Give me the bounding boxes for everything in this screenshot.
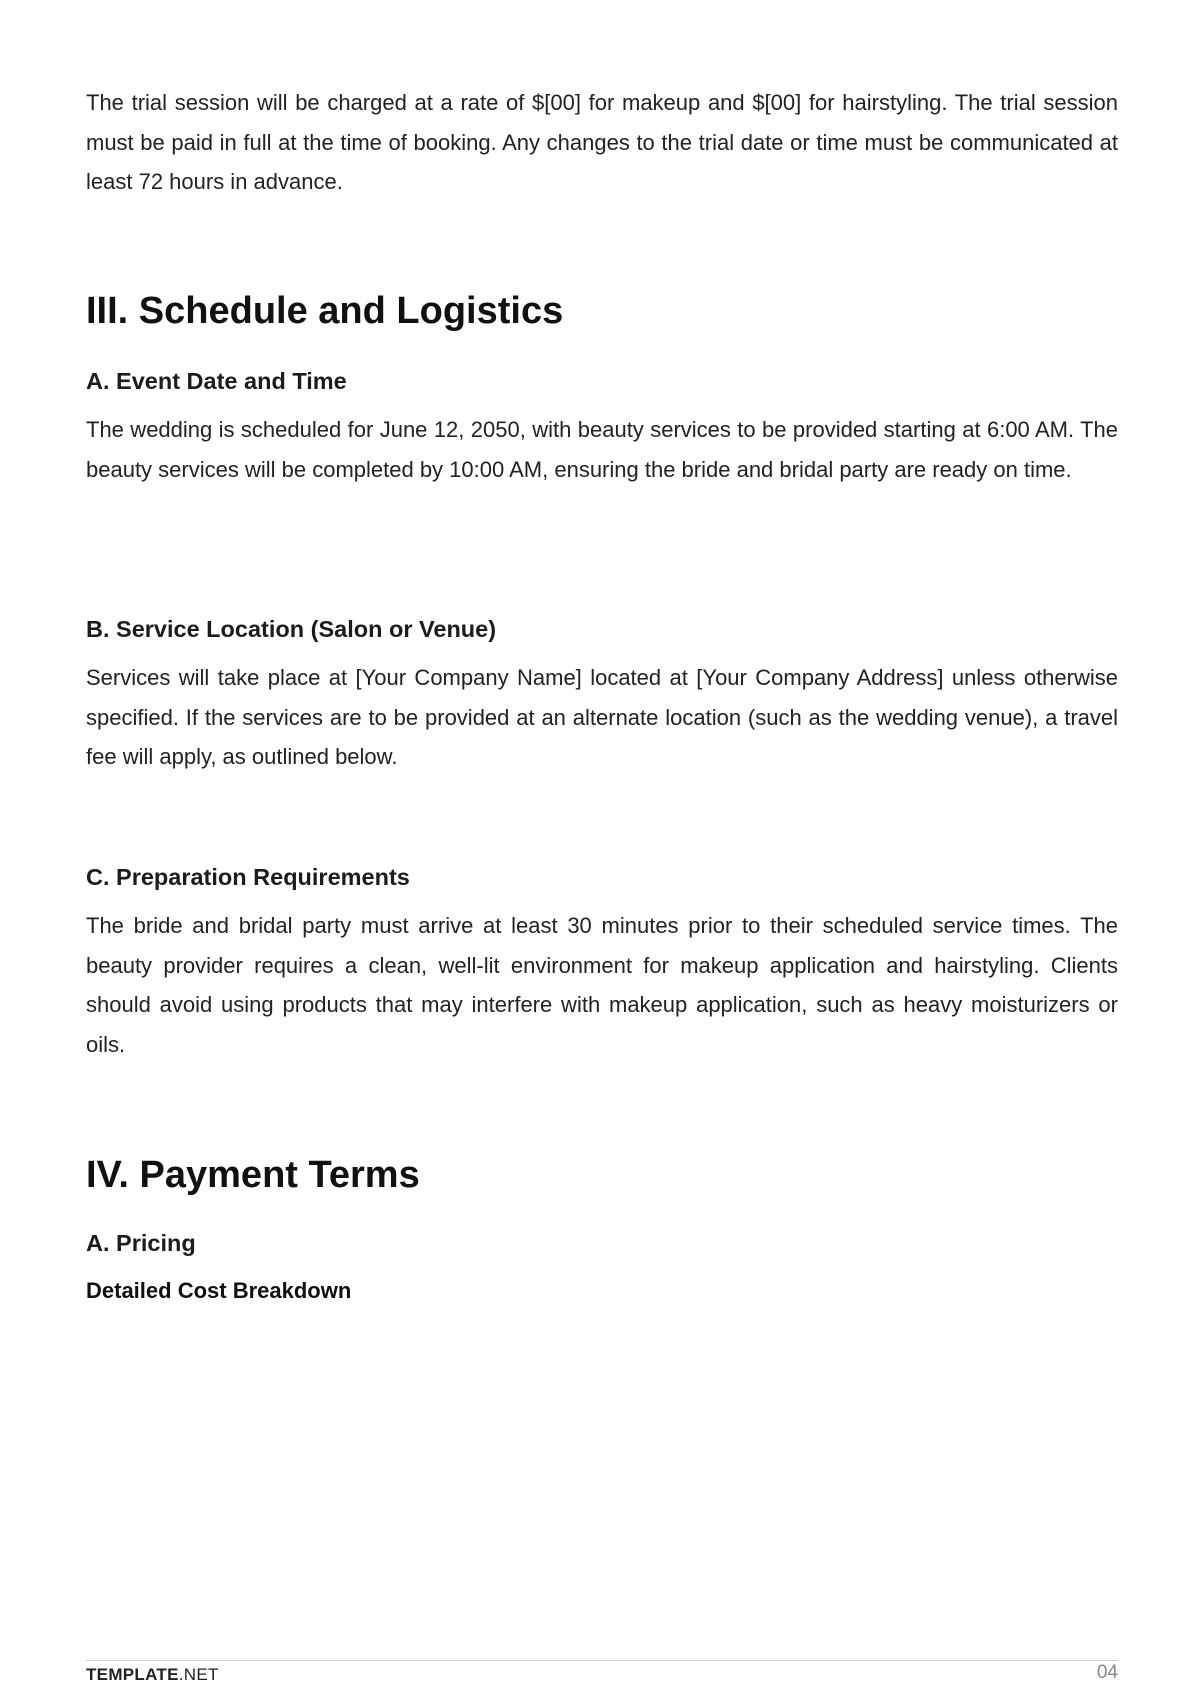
service-location-heading: B. Service Location (Salon or Venue) <box>86 616 497 642</box>
footer-brand-name: TEMPLATE <box>86 1665 179 1684</box>
service-location-paragraph: Services will take place at [Your Company Name] located at [Your Company Address] unless otherwise specified. If the services are to be provided at an alternate location (such as the wedding venue), a travel fee will apply, as outlined below. <box>86 665 1118 769</box>
footer-brand-suffix: .NET <box>178 1665 219 1684</box>
section-4-title: IV. Payment Terms <box>86 1154 420 1196</box>
trial-session-paragraph: The trial session will be charged at a rate of $[00] for makeup and $[00] for hairstyling. The trial session must be paid in full at the time of booking. Any changes to the trial date or time must be communicated at least 72 hours in advance. <box>86 90 1118 194</box>
cost-breakdown-heading: Detailed Cost Breakdown <box>86 1278 352 1303</box>
preparation-heading: C. Preparation Requirements <box>86 864 410 890</box>
footer-divider <box>86 1660 1118 1661</box>
event-date-heading: A. Event Date and Time <box>86 368 347 394</box>
event-date-paragraph: The wedding is scheduled for June 12, 2050, with beauty services to be provided starting at 6:00 AM. The beauty services will be completed by 10:00 AM, ensuring the bride and bridal party are ready on time. <box>86 417 1118 482</box>
pricing-heading: A. Pricing <box>86 1230 196 1256</box>
section-3-title: III. Schedule and Logistics <box>86 290 564 332</box>
page-number: 04 <box>1096 1662 1118 1683</box>
footer-brand-logo <box>86 1665 219 1685</box>
preparation-paragraph: The bride and bridal party must arrive at least 30 minutes prior to their scheduled service times. The beauty provider requires a clean, well-lit environment for makeup application and hairstyling. Clients should avoid using products that may interfere with makeup application, such as heavy moisturizers or oils. <box>86 913 1118 1057</box>
